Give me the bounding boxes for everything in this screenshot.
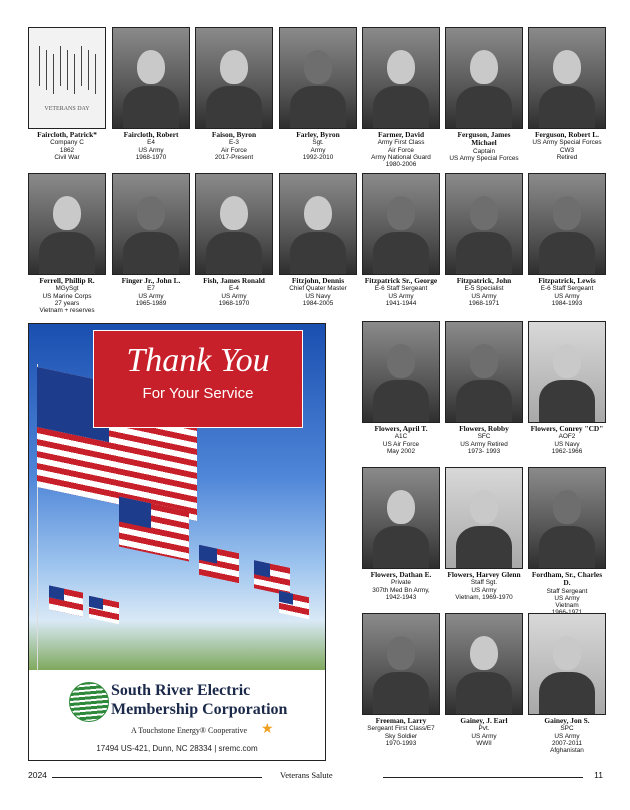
veteran-service-detail: Chief Quater Master: [289, 285, 347, 293]
veteran-service-detail: 1973- 1993: [467, 447, 501, 455]
veteran-service-detail: 1984-2005: [302, 299, 334, 307]
veteran-service-detail: E4: [147, 139, 155, 147]
veteran-service-detail: 1962-1966: [551, 447, 583, 455]
veteran-service-detail: US Navy: [305, 292, 331, 300]
veteran-caption: [528, 277, 606, 307]
ad-footer: [29, 670, 325, 760]
veteran-caption: [28, 277, 106, 314]
veteran-card: [528, 321, 606, 455]
veteran-service-detail: AOF2: [558, 433, 576, 441]
veteran-card: [362, 321, 440, 455]
veteran-service-detail: US Navy: [554, 440, 580, 448]
veteran-name: Ferguson, Robert L.: [534, 130, 600, 139]
veteran-caption: [445, 717, 523, 747]
veteran-card: [279, 173, 357, 307]
veteran-service-detail: 1942-1943: [385, 593, 417, 601]
veteran-service-detail: Civil War: [54, 153, 80, 161]
veteran-service-detail: Army National Guard: [371, 153, 431, 161]
touchstone-tagline: A Touchstone Energy® Cooperative: [131, 726, 248, 735]
veteran-portrait-photo: [528, 27, 606, 129]
veteran-service-detail: 27 years: [54, 299, 80, 307]
veterans-day-caption: VETERANS DAY: [44, 106, 90, 112]
veteran-portrait-photo: [445, 467, 523, 569]
veterans-day-flags-image: [28, 27, 106, 129]
veteran-portrait-photo: [528, 613, 606, 715]
veteran-service-detail: 1965-1989: [135, 299, 167, 307]
veteran-card: [445, 321, 523, 455]
veteran-service-detail: US Army: [138, 146, 164, 154]
veteran-service-detail: Sergeant First Class/E7: [367, 725, 435, 733]
veteran-service-detail: 1862: [59, 146, 75, 154]
thank-you-banner: [93, 330, 303, 428]
veteran-service-detail: Sgt.: [312, 139, 324, 147]
veteran-service-detail: Private: [391, 579, 411, 587]
veteran-service-detail: 1970-1993: [385, 739, 417, 747]
veteran-service-detail: SFC: [477, 433, 491, 441]
flag-small: [199, 545, 239, 584]
veteran-name: Fitzpatrick, Lewis: [538, 276, 596, 285]
veteran-service-detail: US Army: [471, 732, 497, 740]
veteran-name: Flowers, Harvey Glenn: [447, 570, 521, 579]
veteran-card: [195, 173, 273, 307]
veteran-name: Gainey, Jon S.: [544, 716, 590, 725]
south-river-electric-ad: [28, 323, 326, 761]
veteran-portrait-photo: [528, 173, 606, 275]
company-address: 17494 US-421, Dunn, NC 28334 | sremc.com: [96, 744, 258, 753]
veteran-service-detail: 1968-1971: [468, 299, 500, 307]
veteran-name: Fitzpatrick, John: [456, 276, 512, 285]
veteran-caption: [528, 571, 606, 617]
veteran-service-detail: 2007-2011: [551, 739, 583, 747]
veteran-caption: [362, 277, 440, 307]
veteran-service-detail: Vietnam, 1969-1970: [455, 593, 513, 601]
veteran-caption: [528, 425, 606, 455]
page-number: 11: [594, 770, 603, 780]
veteran-portrait-photo: [195, 173, 273, 275]
cooperative-logo-icon: [69, 682, 109, 722]
veteran-service-detail: E7: [147, 285, 155, 293]
veteran-portrait-photo: [445, 27, 523, 129]
veteran-service-detail: US Army: [554, 595, 580, 603]
flag-small: [49, 585, 83, 616]
veteran-name: Fordham, Sr., Charles D.: [531, 570, 603, 588]
veteran-caption: [362, 717, 440, 747]
veteran-portrait-photo: [362, 613, 440, 715]
veteran-card: [528, 27, 606, 161]
footer-rule: [383, 777, 583, 778]
veteran-caption: [112, 131, 190, 161]
veteran-card: [445, 613, 523, 747]
veteran-service-detail: US Army: [388, 292, 414, 300]
veteran-service-detail: SPC: [560, 725, 574, 733]
veteran-portrait-photo: [362, 27, 440, 129]
veteran-service-detail: 1968-1970: [218, 299, 250, 307]
veteran-service-detail: Vietnam + reserves: [39, 307, 95, 315]
flag-small: [254, 560, 290, 596]
veteran-service-detail: Sky Soldier: [384, 732, 418, 740]
page-footer: [28, 770, 603, 784]
veteran-caption: [112, 277, 190, 307]
veteran-caption: [28, 131, 106, 161]
thank-you-text: Thank You: [126, 342, 270, 379]
veteran-service-detail: US Army: [554, 732, 580, 740]
veteran-caption: [362, 131, 440, 168]
veteran-portrait-photo: [279, 27, 357, 129]
veteran-service-detail: CW3: [559, 146, 575, 154]
veteran-service-detail: 1992-2010: [302, 153, 334, 161]
veteran-caption: [445, 131, 523, 162]
veteran-card: [362, 173, 440, 307]
veteran-service-detail: Staff Sgt.: [470, 579, 498, 587]
veteran-name: Gainey, J. Earl: [460, 716, 508, 725]
veteran-service-detail: US Army Special Forces: [449, 155, 519, 163]
veteran-card: [528, 467, 606, 617]
veteran-service-detail: Retired: [556, 153, 578, 161]
veteran-portrait-photo: [528, 467, 606, 569]
veteran-service-detail: Vietnam: [555, 602, 579, 610]
veteran-caption: [528, 717, 606, 754]
veteran-caption: [279, 131, 357, 161]
company-name-line2: Membership Corporation: [111, 701, 288, 718]
for-your-service-text: For Your Service: [142, 385, 254, 402]
veteran-portrait-photo: [528, 321, 606, 423]
veteran-service-detail: US Army: [554, 292, 580, 300]
veteran-service-detail: Army: [310, 146, 326, 154]
veteran-service-detail: 1968-1970: [135, 153, 167, 161]
veteran-name: Faircloth, Robert: [123, 130, 179, 139]
veteran-caption: [528, 131, 606, 161]
veteran-service-detail: US Army: [138, 292, 164, 300]
veteran-portrait-photo: [112, 173, 190, 275]
veteran-caption: [195, 131, 273, 161]
veteran-service-detail: Company C: [50, 139, 84, 147]
veteran-caption: [445, 425, 523, 455]
veteran-caption: [195, 277, 273, 307]
veteran-service-detail: 307th Med Bn Army,: [372, 586, 430, 594]
veteran-portrait-photo: [362, 173, 440, 275]
veteran-portrait-photo: [112, 27, 190, 129]
veteran-service-detail: Pvt.: [478, 725, 490, 733]
veteran-card: [362, 467, 440, 601]
veteran-name: Faison, Byron: [211, 130, 257, 139]
veteran-service-detail: US Army: [221, 292, 247, 300]
veteran-caption: [445, 571, 523, 601]
veteran-service-detail: US Army: [471, 586, 497, 594]
veteran-name: Flowers, April T.: [374, 424, 428, 433]
veteran-portrait-photo: [279, 173, 357, 275]
veteran-portrait-photo: [445, 613, 523, 715]
touchstone-star-icon: ★: [261, 720, 274, 736]
veteran-service-detail: US Marine Corps: [42, 292, 92, 300]
veteran-card: [528, 173, 606, 307]
veteran-service-detail: MGySgt: [55, 285, 79, 293]
veteran-card: [362, 27, 440, 168]
veteran-name: Freeman, Larry: [375, 716, 427, 725]
flag-small: [279, 591, 309, 619]
veteran-card: [445, 173, 523, 307]
veteran-service-detail: 2017-Present: [214, 153, 254, 161]
veteran-service-detail: 1984-1993: [551, 299, 583, 307]
veteran-service-detail: 1941-1944: [385, 299, 417, 307]
veteran-service-detail: May 2002: [386, 447, 416, 455]
veteran-name: Ferguson, James Michael: [457, 130, 511, 148]
veteran-service-detail: Air Force: [221, 146, 247, 154]
veteran-service-detail: Afghanistan: [550, 747, 584, 755]
veteran-service-detail: US Army Special Forces: [532, 139, 602, 147]
veteran-card: [28, 173, 106, 314]
veteran-card: [195, 27, 273, 161]
veteran-caption: [362, 425, 440, 455]
veteran-name: Faircloth, Patrick*: [37, 130, 97, 139]
veteran-card: [445, 27, 523, 162]
veteran-name: Flowers, Conrey "CD": [530, 424, 604, 433]
veteran-service-detail: Air Force: [388, 146, 414, 154]
veteran-service-detail: US Army Retired: [460, 440, 508, 448]
veteran-card: [362, 613, 440, 747]
veteran-portrait-photo: [195, 27, 273, 129]
veteran-card: [445, 467, 523, 601]
veteran-service-detail: E-6 Staff Sergeant: [540, 285, 594, 293]
veteran-name: Fitzjohn, Dennis: [291, 276, 345, 285]
veteran-portrait-photo: [362, 467, 440, 569]
veteran-service-detail: E-6 Staff Sergeant: [374, 285, 428, 293]
veteran-name: Farley, Byron: [296, 130, 340, 139]
flag-small: [89, 596, 119, 624]
veteran-portrait-photo: [445, 173, 523, 275]
veteran-portrait-photo: [28, 173, 106, 275]
veteran-service-detail: A1C: [394, 433, 408, 441]
veteran-service-detail: US Air Force: [382, 440, 420, 448]
footer-rule: [52, 777, 262, 778]
veteran-service-detail: E-3: [229, 139, 239, 147]
veteran-caption: [362, 571, 440, 601]
veteran-service-detail: US Army: [471, 292, 497, 300]
veteran-card: [28, 27, 106, 161]
company-name-line1: South River Electric: [111, 682, 251, 699]
veteran-card: [112, 27, 190, 161]
veteran-portrait-photo: [362, 321, 440, 423]
veteran-card: [279, 27, 357, 161]
veteran-caption: [445, 277, 523, 307]
veteran-name: Fitzpatrick Sr., George: [364, 276, 438, 285]
veteran-caption: [279, 277, 357, 307]
veteran-name: Farmer, David: [377, 130, 425, 139]
veteran-service-detail: E-4: [229, 285, 239, 293]
veteran-portrait-photo: [445, 321, 523, 423]
veteran-service-detail: Captain: [472, 147, 496, 155]
veteran-card: [112, 173, 190, 307]
veteran-service-detail: E-5 Specialist: [464, 285, 504, 293]
veteran-card: [528, 613, 606, 754]
veteran-name: Ferrell, Phillip R.: [39, 276, 95, 285]
veteran-service-detail: 1980-2006: [385, 161, 417, 169]
veteran-service-detail: Army First Class: [377, 139, 425, 147]
footer-title: Veterans Salute: [280, 770, 333, 780]
veteran-name: Flowers, Dathan E.: [370, 570, 432, 579]
veteran-name: Fish, James Ronald: [203, 276, 265, 285]
veteran-name: Finger Jr., John L.: [121, 276, 181, 285]
veteran-service-detail: Staff Sergeant: [546, 587, 588, 595]
veteran-service-detail: WWII: [476, 739, 492, 747]
veteran-name: Flowers, Robby: [459, 424, 509, 433]
footer-year: 2024: [28, 770, 47, 780]
